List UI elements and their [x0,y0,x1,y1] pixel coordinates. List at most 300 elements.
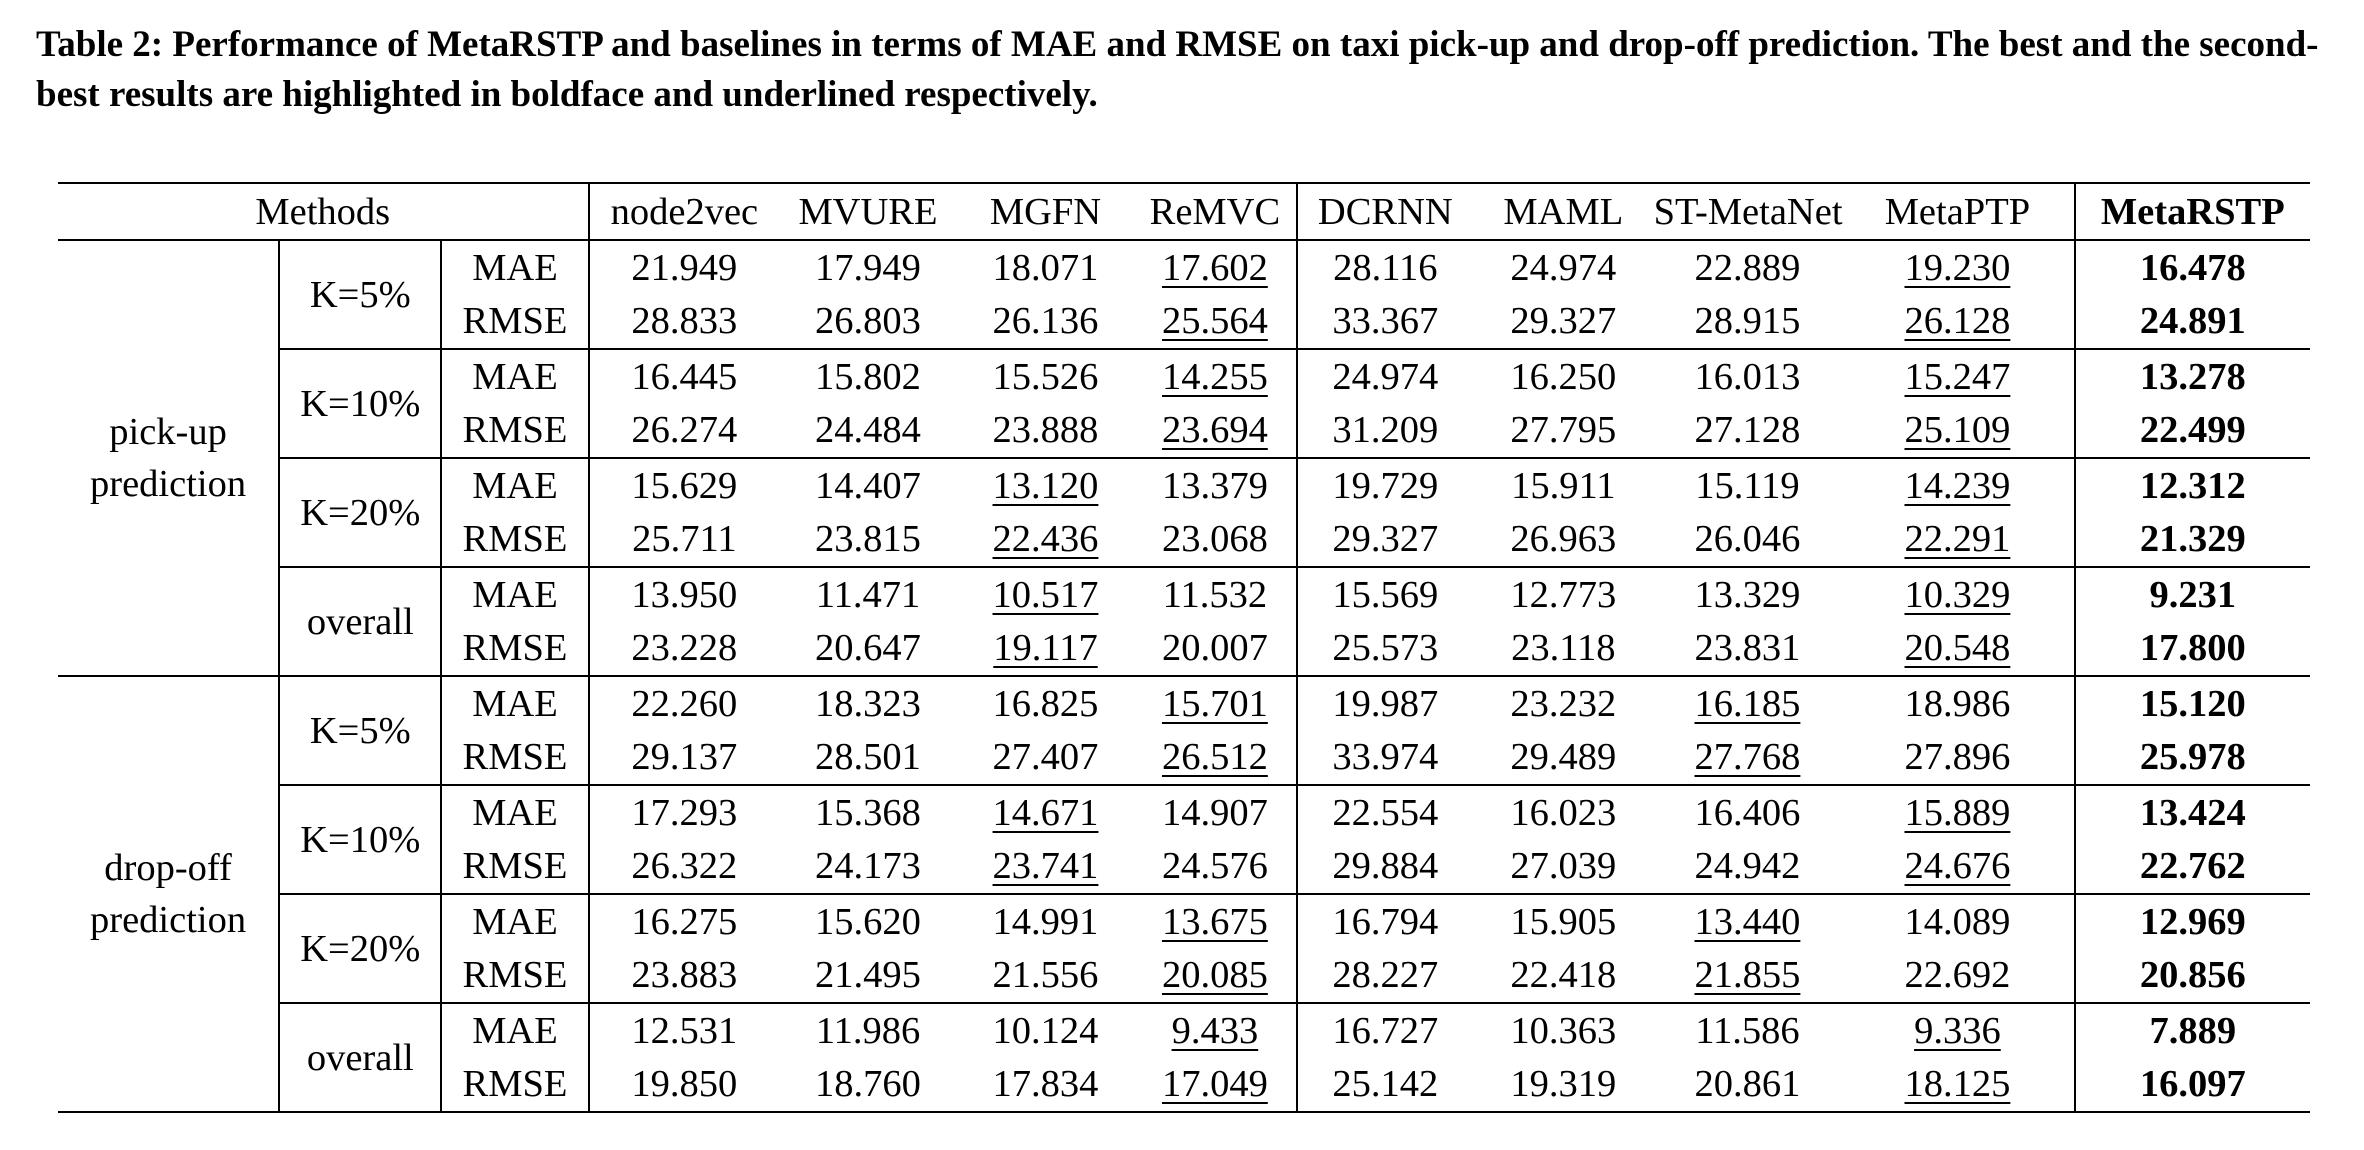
metric-label: RMSE [441,1058,588,1113]
best-value: 7.889 [2149,1009,2237,1052]
value: 27.407 [992,736,1099,779]
column-header-metarstp: MetaRSTP [2100,190,2285,233]
best-value: 13.424 [2139,791,2246,834]
value: 9.336 [1914,1009,2001,1052]
metric-label: MAE [441,676,588,731]
value-cell [1841,1058,2074,1113]
value: 23.694 [1161,409,1268,452]
value-cell [1134,295,1296,350]
value-cell [1134,1003,1296,1058]
value-cell [957,894,1135,949]
value: 10.124 [992,1009,1099,1052]
value: 15.701 [1161,682,1268,725]
value: 28.116 [1333,246,1438,289]
best-value: 17.800 [2139,627,2246,670]
header-row [58,183,2310,240]
value: 22.436 [992,518,1099,561]
value-cell [2075,785,2310,840]
table-row [58,676,2310,731]
setting-label: overall [279,1003,441,1112]
value-cell [2075,676,2310,731]
value: 20.861 [1694,1063,1801,1106]
value-cell [779,349,957,404]
value: 24.576 [1161,845,1268,888]
value-cell [1473,1003,1654,1058]
value-cell [589,567,780,622]
results-table [58,182,2310,1113]
value: 16.275 [631,900,738,943]
value: 23.118 [1511,627,1616,670]
value: 15.911 [1511,464,1616,507]
value-cell [1841,458,2074,513]
value: 15.889 [1904,791,2011,834]
value: 27.128 [1694,409,1801,452]
value-cell [1134,567,1296,622]
value: 26.136 [992,300,1099,343]
value: 24.173 [815,845,921,888]
value: 24.942 [1694,845,1801,888]
value: 33.367 [1332,300,1439,343]
value-cell [2075,567,2310,622]
value: 16.185 [1694,682,1801,725]
value-cell [589,349,780,404]
value: 23.883 [631,954,738,997]
value-cell [1134,1058,1296,1113]
setting-label: K=5% [279,676,441,785]
value: 27.768 [1694,736,1801,779]
value-cell [1134,404,1296,459]
value: 17.049 [1161,1063,1268,1106]
value-cell [1654,731,1842,786]
value-cell [1841,676,2074,731]
value-cell [589,1003,780,1058]
value-cell [1841,622,2074,677]
value: 25.142 [1332,1063,1439,1106]
value: 29.137 [631,736,738,779]
value: 15.569 [1332,573,1439,616]
value: 31.209 [1332,409,1439,452]
value-cell [1654,785,1842,840]
value: 21.556 [992,954,1099,997]
value-cell [2075,949,2310,1004]
value: 23.232 [1510,682,1617,725]
value: 10.363 [1510,1009,1617,1052]
value-cell [1297,349,1474,404]
value: 18.125 [1904,1063,2011,1106]
value-cell [2075,513,2310,568]
metric-label: MAE [441,1003,588,1058]
value-cell [1654,404,1842,459]
value: 16.250 [1510,355,1617,398]
value-cell [1841,731,2074,786]
value: 16.825 [992,682,1099,725]
value: 19.319 [1510,1063,1617,1106]
value: 9.433 [1171,1009,1259,1052]
value-cell [1134,894,1296,949]
value: 25.573 [1332,627,1439,670]
value-cell [589,404,780,459]
value-cell [1654,894,1842,949]
value: 14.239 [1904,464,2011,507]
best-value: 12.312 [2139,464,2246,507]
value-cell [1473,404,1654,459]
setting-label: K=10% [279,349,441,458]
table-row [58,894,2310,949]
value-cell [1297,894,1474,949]
value: 15.620 [815,900,921,943]
value: 23.068 [1161,518,1268,561]
value-cell [957,785,1135,840]
setting-label: K=5% [279,240,441,349]
value: 20.007 [1161,627,1268,670]
value-cell [1134,840,1296,895]
value: 22.260 [631,682,738,725]
value: 14.407 [815,464,921,507]
value-cell [1654,240,1842,295]
value-cell [779,295,957,350]
value: 22.291 [1904,518,2011,561]
metric-label: RMSE [441,295,588,350]
value: 27.039 [1510,845,1617,888]
value-cell [2075,1003,2310,1058]
value-cell [589,949,780,1004]
value: 17.602 [1161,246,1268,289]
value-cell [2075,404,2310,459]
value-cell [1473,622,1654,677]
value-cell [2075,840,2310,895]
value-cell [957,1003,1135,1058]
value-cell [1297,567,1474,622]
column-header-maml: MAML [1503,190,1624,233]
best-value: 22.762 [2139,845,2246,888]
value-cell [1473,731,1654,786]
value-cell [1297,785,1474,840]
value: 13.675 [1161,900,1268,943]
value: 13.379 [1161,464,1268,507]
column-header-metaptp: MetaPTP [1841,183,2074,240]
value-cell [779,567,957,622]
value: 19.117 [993,627,1098,670]
value-cell [779,513,957,568]
value-cell [1654,1003,1842,1058]
value-cell [1473,676,1654,731]
value-cell [779,458,957,513]
metric-label: RMSE [441,949,588,1004]
value-cell [1297,676,1474,731]
setting-label: overall [279,567,441,676]
value: 26.322 [631,845,738,888]
table-row [58,240,2310,295]
value-cell [1654,295,1842,350]
value-cell [2075,1058,2310,1113]
value: 28.227 [1332,954,1439,997]
metric-label: MAE [441,240,588,295]
value: 19.987 [1332,682,1439,725]
value: 21.949 [631,246,738,289]
value: 33.974 [1332,736,1439,779]
value: 20.647 [815,627,921,670]
value: 13.440 [1694,900,1801,943]
methods-header: Methods [58,183,589,240]
value: 15.119 [1695,464,1800,507]
value: 18.071 [992,246,1099,289]
value-cell [1134,949,1296,1004]
value-cell [1841,949,2074,1004]
value: 14.671 [992,791,1099,834]
value: 23.228 [631,627,738,670]
table-row [58,785,2310,840]
value: 16.794 [1332,900,1439,943]
value-cell [1134,785,1296,840]
value: 16.406 [1694,791,1801,834]
value-cell [589,240,780,295]
value: 26.128 [1904,300,2011,343]
value-cell [589,458,780,513]
value: 29.327 [1332,518,1439,561]
value: 26.046 [1694,518,1801,561]
value-cell [1654,840,1842,895]
value-cell [1134,513,1296,568]
value: 17.293 [631,791,738,834]
value-cell [1841,567,2074,622]
value: 15.526 [992,355,1099,398]
column-header-mvure: MVURE [798,190,938,233]
value: 23.831 [1694,627,1801,670]
value-cell [779,1058,957,1113]
value: 26.963 [1510,518,1617,561]
value: 19.230 [1904,246,2011,289]
value-cell [1134,731,1296,786]
metric-label: MAE [441,785,588,840]
value: 15.247 [1904,355,2011,398]
metric-label: MAE [441,458,588,513]
value: 12.773 [1510,573,1617,616]
value: 15.368 [815,791,921,834]
value: 15.802 [815,355,921,398]
value-cell [1654,676,1842,731]
metric-label: MAE [441,894,588,949]
value: 13.329 [1694,573,1801,616]
value: 11.471 [815,573,921,616]
metric-label: MAE [441,567,588,622]
value: 20.548 [1904,627,2011,670]
value-cell [1841,785,2074,840]
group-label-line2: prediction [90,463,247,505]
value-cell [1134,622,1296,677]
value: 21.855 [1694,954,1801,997]
value-cell [957,404,1135,459]
value-cell [1841,240,2074,295]
value: 24.974 [1510,246,1617,289]
value-cell [1654,458,1842,513]
value-cell [957,840,1135,895]
value-cell [779,404,957,459]
value: 28.833 [631,300,738,343]
value: 20.085 [1161,954,1268,997]
value: 22.692 [1904,954,2011,997]
value-cell [1297,295,1474,350]
group-label-line1: drop-off [104,847,232,889]
group-label-line2: prediction [90,899,247,941]
value-cell [779,622,957,677]
value-cell [589,731,780,786]
best-value: 25.978 [2139,736,2246,779]
best-value: 21.329 [2139,518,2246,561]
value-cell [2075,295,2310,350]
value: 22.554 [1332,791,1439,834]
best-value: 13.278 [2139,355,2246,398]
value-cell [589,840,780,895]
best-value: 12.969 [2139,900,2246,943]
value-cell [1841,840,2074,895]
value: 29.489 [1510,736,1617,779]
value: 19.850 [631,1063,738,1106]
value: 21.495 [815,954,921,997]
table-row [58,458,2310,513]
value: 25.711 [632,518,737,561]
metric-label: RMSE [441,622,588,677]
best-value: 15.120 [2139,682,2246,725]
setting-label: K=20% [279,894,441,1003]
value: 12.531 [631,1009,738,1052]
value-cell [589,295,780,350]
value: 29.884 [1332,845,1439,888]
value-cell [589,785,780,840]
value: 22.889 [1694,246,1801,289]
value-cell [1473,240,1654,295]
value: 16.023 [1510,791,1617,834]
value: 13.120 [992,464,1099,507]
value-cell [1473,295,1654,350]
value-cell [957,731,1135,786]
value-cell [1473,949,1654,1004]
value: 25.109 [1904,409,2011,452]
value-cell [1473,349,1654,404]
value: 23.888 [992,409,1099,452]
value-cell [957,349,1135,404]
value-cell [1297,622,1474,677]
table-row [58,567,2310,622]
setting-label: K=20% [279,458,441,567]
best-value: 24.891 [2139,300,2246,343]
value-cell [2075,894,2310,949]
group-label [58,240,279,676]
value: 15.905 [1510,900,1617,943]
value: 11.986 [815,1009,921,1052]
value-cell [1841,1003,2074,1058]
value-cell [779,731,957,786]
value: 28.501 [815,736,921,779]
value-cell [1841,404,2074,459]
metric-label: MAE [441,349,588,404]
value-cell [957,567,1135,622]
value: 26.512 [1161,736,1268,779]
value: 24.484 [815,409,921,452]
value: 26.803 [815,300,921,343]
value-cell [779,894,957,949]
value-cell [1134,240,1296,295]
value-cell [1654,1058,1842,1113]
value: 27.896 [1904,736,2011,779]
value-cell [1473,785,1654,840]
value-cell [957,295,1135,350]
value-cell [1297,731,1474,786]
value-cell [1841,894,2074,949]
table-body [58,240,2310,1112]
table-caption: Table 2: Performance of MetaRSTP and baselines in terms of MAE and RMSE on taxi pick-up and drop-off prediction. The best and the second-best results are highlighted in boldface and underlined respectively. [36,24,2319,115]
value: 14.089 [1904,900,2011,943]
value: 25.564 [1161,300,1268,343]
value: 18.760 [815,1063,921,1106]
value: 14.255 [1161,355,1268,398]
value: 17.949 [815,246,921,289]
value-cell [2075,349,2310,404]
value-cell [957,240,1135,295]
value-cell [957,1058,1135,1113]
best-value: 20.856 [2139,954,2246,997]
value: 17.834 [992,1063,1099,1106]
value-cell [779,676,957,731]
value-cell [1654,622,1842,677]
value-cell [1654,513,1842,568]
value-cell [2075,622,2310,677]
value: 13.950 [631,573,738,616]
value-cell [589,894,780,949]
value: 18.986 [1904,682,2011,725]
value-cell [589,676,780,731]
value: 27.795 [1510,409,1617,452]
value-cell [589,622,780,677]
value-cell [2075,240,2310,295]
value: 14.991 [992,900,1099,943]
value-cell [1473,458,1654,513]
table-row [58,1003,2310,1058]
value-cell [1297,458,1474,513]
value: 16.445 [631,355,738,398]
value-cell [779,840,957,895]
metric-label: RMSE [441,513,588,568]
value: 24.974 [1332,355,1439,398]
value: 28.915 [1694,300,1801,343]
best-value: 16.097 [2139,1063,2246,1106]
value-cell [2075,458,2310,513]
metric-label: RMSE [441,731,588,786]
value-cell [589,513,780,568]
value-cell [1473,894,1654,949]
best-value: 16.478 [2139,246,2246,289]
value-cell [779,240,957,295]
setting-label: K=10% [279,785,441,894]
group-label-line1: pick-up [109,411,227,453]
value: 26.274 [631,409,738,452]
value: 10.329 [1904,573,2011,616]
value-cell [1134,676,1296,731]
value: 15.629 [631,464,738,507]
value-cell [1841,513,2074,568]
value-cell [779,949,957,1004]
metric-label: RMSE [441,404,588,459]
value-cell [957,622,1135,677]
value: 11.532 [1162,573,1268,616]
value: 11.586 [1695,1009,1800,1052]
value-cell [1473,840,1654,895]
value-cell [1134,458,1296,513]
column-header-node2vec: node2vec [610,190,759,233]
value: 10.517 [992,573,1099,616]
value-cell [1473,1058,1654,1113]
value-cell [957,513,1135,568]
value-cell [1297,513,1474,568]
